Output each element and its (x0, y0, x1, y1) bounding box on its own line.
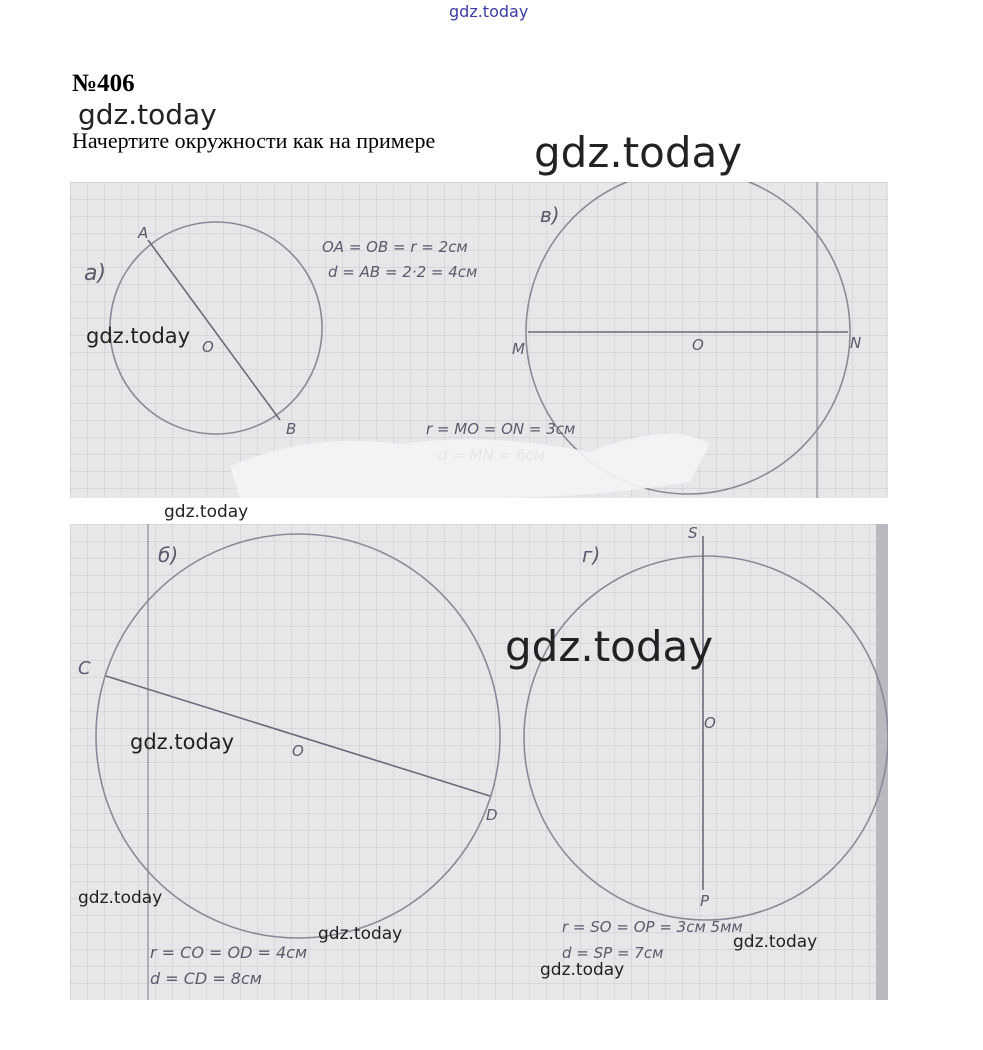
point-d-label: D (486, 806, 498, 824)
notebook-photo-top (70, 182, 888, 498)
point-m-label: M (512, 340, 525, 358)
watermark-large: gdz.today (505, 622, 714, 671)
point-s-label: S (688, 524, 698, 542)
equation-g-1: r = SO = OP = 3см 5мм (562, 918, 743, 936)
center-o-label-v: O (692, 336, 704, 354)
watermark: gdz.today (130, 730, 235, 754)
watermark: gdz.today (86, 324, 191, 348)
watermark: gdz.today (318, 924, 403, 944)
task-instruction: Начертите окружности как на примере (72, 128, 436, 153)
watermark: gdz.today (78, 888, 163, 908)
point-c-label: C (78, 658, 91, 679)
watermark: gdz.today (733, 932, 818, 952)
point-p-label: P (700, 892, 710, 910)
label-b-panel: б) (158, 543, 179, 567)
equation-b-2: d = CD = 8см (150, 969, 262, 988)
watermark-large: gdz.today (534, 128, 743, 177)
center-o-label-g: O (704, 714, 716, 732)
point-n-label: N (850, 334, 862, 352)
watermark: gdz.today (540, 960, 625, 980)
label-a-panel: а) (84, 261, 107, 286)
task-number: №406 (72, 70, 135, 97)
point-b-label: B (286, 420, 297, 438)
equation-a-2: d = AB = 2·2 = 4см (328, 263, 478, 281)
center-o-label-a: O (202, 338, 214, 356)
equation-a-1: OA = OB = r = 2см (322, 238, 468, 256)
point-a-label: A (138, 224, 149, 242)
label-g-panel: г) (582, 543, 601, 567)
watermark: gdz.today (164, 502, 249, 522)
watermark: gdz.today (78, 98, 217, 131)
equation-g-2: d = SP = 7см (562, 944, 664, 962)
notebook-photo-bottom (70, 524, 888, 1000)
equation-v-1: r = MO = ON = 3см (426, 420, 576, 438)
drawing-bottom (70, 524, 888, 1000)
drawing-top (70, 182, 888, 498)
label-v-panel: в) (540, 203, 560, 227)
watermark-top: gdz.today (449, 2, 529, 21)
equation-b-1: r = CO = OD = 4см (150, 943, 308, 962)
center-o-label-b: O (292, 742, 304, 760)
